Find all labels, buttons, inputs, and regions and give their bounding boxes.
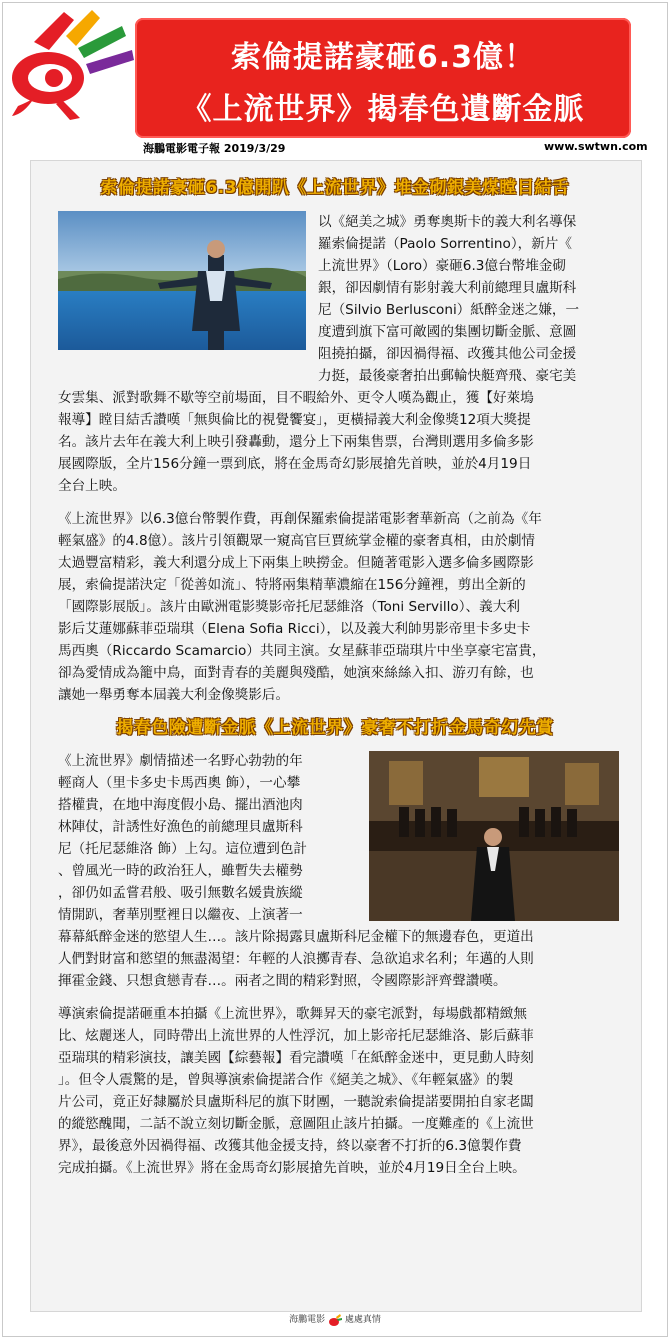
article-photo-1 — [58, 211, 306, 350]
section2-paragraph-1-full — [58, 926, 626, 992]
text-line: 太過豐富精彩，義大利還分成上下兩集上映撈金。但隨著電影入選多倫多國際影 — [58, 555, 534, 571]
footer-left-text: 海鵬電影 — [289, 1315, 326, 1325]
text-line: 報導】瞠目結舌讚嘆「無與倫比的視覺饗宴」，更橫掃義大利金像獎12項大獎提 — [58, 412, 531, 428]
text-line: 女雲集、派對歌舞不歇等空前場面，目不暇給外、更令人嘆為觀止，獲【好萊塢 — [58, 390, 534, 406]
text-line: 馬西奧（Riccardo Scamarcio）共同主演。女星蘇菲亞瑞琪片中坐享豪宅富貴， — [58, 643, 546, 659]
text-line: 情開趴，奢華別墅裡日以繼夜、上演著一 — [58, 907, 303, 923]
text-line: 羅索倫提諾（Paolo Sorrentino），新片《 — [318, 236, 572, 252]
text-line: 尼（托尼瑟維洛 飾）上勾。這位遭到色計 — [58, 841, 308, 857]
section1-paragraph-2 — [58, 508, 626, 706]
text-line: 片公司，竟正好隸屬於貝盧斯科尼的旗下財團，一聽說索倫提諾要開拍自家老闆 — [58, 1094, 534, 1110]
headline-banner — [135, 18, 631, 138]
headline-line-2: 《上流世界》揭春色遺斷金脈 — [181, 92, 585, 127]
text-line: 完成拍攝。《上流世界》將在金馬奇幻影展搶先首映，並於4月19日全台上映。 — [58, 1160, 526, 1176]
footer — [0, 1312, 670, 1327]
section1-heading: 索倫提諾豪砸6.3億開趴《上流世界》堆金砌銀美煤瞠目結舌 — [100, 178, 570, 198]
text-line: 以《絕美之城》勇奪奧斯卡的義大利名導保 — [318, 214, 577, 230]
text-line: 輕氣盛》的4.8億）。該片引領觀眾一窺高官巨賈統掌金權的豪奢真相，由於劇情 — [58, 533, 536, 549]
footer-right-text: 處處真情 — [344, 1315, 381, 1325]
text-line: 讓她一舉勇奪本屆義大利金像獎影后。 — [58, 687, 290, 703]
text-line: 展，索倫提諾決定「從善如流」、特將兩集精華濃縮在156分鐘裡，剪出全新的 — [58, 577, 526, 593]
text-line: 全台上映。 — [58, 478, 126, 494]
text-line: 、曾風光一時的政治狂人，雖暫失去權勢 — [58, 863, 303, 879]
website-link[interactable]: www.swtwn.com — [544, 140, 648, 153]
text-line: 《上流世界》以6.3億台幣製作費，再創保羅索倫提諾電影奢華新高（之前為《年 — [58, 511, 542, 527]
text-line: 幕幕紙醉金迷的慾望人生…。該片除揭露貝盧斯科尼金權下的無邊春色，更道出 — [58, 929, 534, 945]
text-line: 《上流世界》劇情描述一名野心勃勃的年 — [58, 753, 303, 769]
headline-line-1: 索倫提諾豪砸6.3億！ — [230, 40, 536, 75]
text-line: 名。該片去年在義大利上映引發轟動，還分上下兩集售票，台灣則選用多倫多影 — [58, 434, 534, 450]
text-line: 阻撓拍攝，卻因禍得福、改獲其他公司金援 — [318, 346, 577, 362]
section2-paragraph-1-narrow — [58, 750, 358, 926]
publisher-date: 海鵬電影電子報 2019/3/29 — [143, 142, 286, 155]
text-line: ，卻仍如孟嘗君般、吸引無數名媛貴族縱 — [58, 885, 303, 901]
text-line: 展國際版，全片156分鐘一票到底，將在金馬奇幻影展搶先首映，並於4月19日 — [58, 456, 532, 472]
text-line: 「國際影展版」。該片由歐洲電影獎影帝托尼瑟維洛（Toni Servillo）、義大利 — [58, 599, 520, 615]
text-line: 林陣仗，計誘性好漁色的前總理貝盧斯科 — [58, 819, 303, 835]
section2-heading: 揭春色險遭斷金脈《上流世界》豪奢不打折金馬奇幻先賞 — [116, 718, 554, 738]
text-line: 輕商人（里卡多史卡馬西奧 飾），一心攀 — [58, 775, 301, 791]
text-line: 」。但令人震驚的是，曾與導演索倫提諾合作《絕美之城》、《年輕氣盛》的製 — [58, 1072, 514, 1088]
text-line: 尼（Silvio Berlusconi）紙醉金迷之嫌，一 — [318, 302, 580, 318]
text-line: 導演索倫提諾砸重本拍攝《上流世界》，歌舞昇天的豪宅派對，每場戲都精緻無 — [58, 1006, 527, 1022]
text-line: 揮霍金錢、只想貪戀青春…。兩者之間的精彩對照，令國際影評齊聲讚嘆。 — [58, 973, 507, 989]
text-line: 力挺，最後豪奢拍出郵輪快艇齊飛、豪宅美 — [318, 368, 577, 384]
text-line: 界》，最後意外因禍得福、改獲其他金援支持，終以豪奢不打折的6.3億製作費 — [58, 1138, 522, 1154]
text-line: 人們對財富和慾望的無盡渴望：年輕的人浪擲青春、急欲追求名利；年邁的人則 — [58, 951, 534, 967]
text-line: 的縱慾醜聞，二話不說立刻切斷金脈，意圖阻止該片拍攝。一度難產的《上流世 — [58, 1116, 534, 1132]
footer-logo-icon — [328, 1313, 342, 1327]
text-line: 亞瑞琪的精彩演技，讓美國【綜藝報】看完讚嘆「在紙醉金迷中，更見動人時刻 — [58, 1050, 534, 1066]
text-line: 影后艾蓮娜蘇菲亞瑞琪（Elena Sofia Ricci），以及義大利帥男影帝里卡多史卡 — [58, 621, 531, 637]
text-line: 上流世界》（Loro）豪砸6.3億台幣堆金砌 — [318, 258, 566, 274]
section2-paragraph-2 — [58, 1003, 626, 1179]
section1-paragraph-1-full — [58, 387, 626, 497]
text-line: 卻為愛情成為籠中鳥，面對青春的美麗與殘酷，她演來絲絲入扣、游刃有餘，也 — [58, 665, 534, 681]
section1-paragraph-1-narrow — [318, 211, 626, 387]
text-line: 搭權貴，在地中海度假小島、擺出酒池肉 — [58, 797, 303, 813]
text-line: 比、炫麗迷人，同時帶出上流世界的人性浮沉，加上影帝托尼瑟維洛、影后蘇菲 — [58, 1028, 534, 1044]
text-line: 度遭到旗下富可敵國的集團切斷金脈、意圖 — [318, 324, 577, 340]
swtwn-logo — [4, 2, 136, 122]
article-photo-2 — [369, 751, 619, 921]
text-line: 銀，卻因劇情有影射義大利前總理貝盧斯科 — [318, 280, 577, 296]
